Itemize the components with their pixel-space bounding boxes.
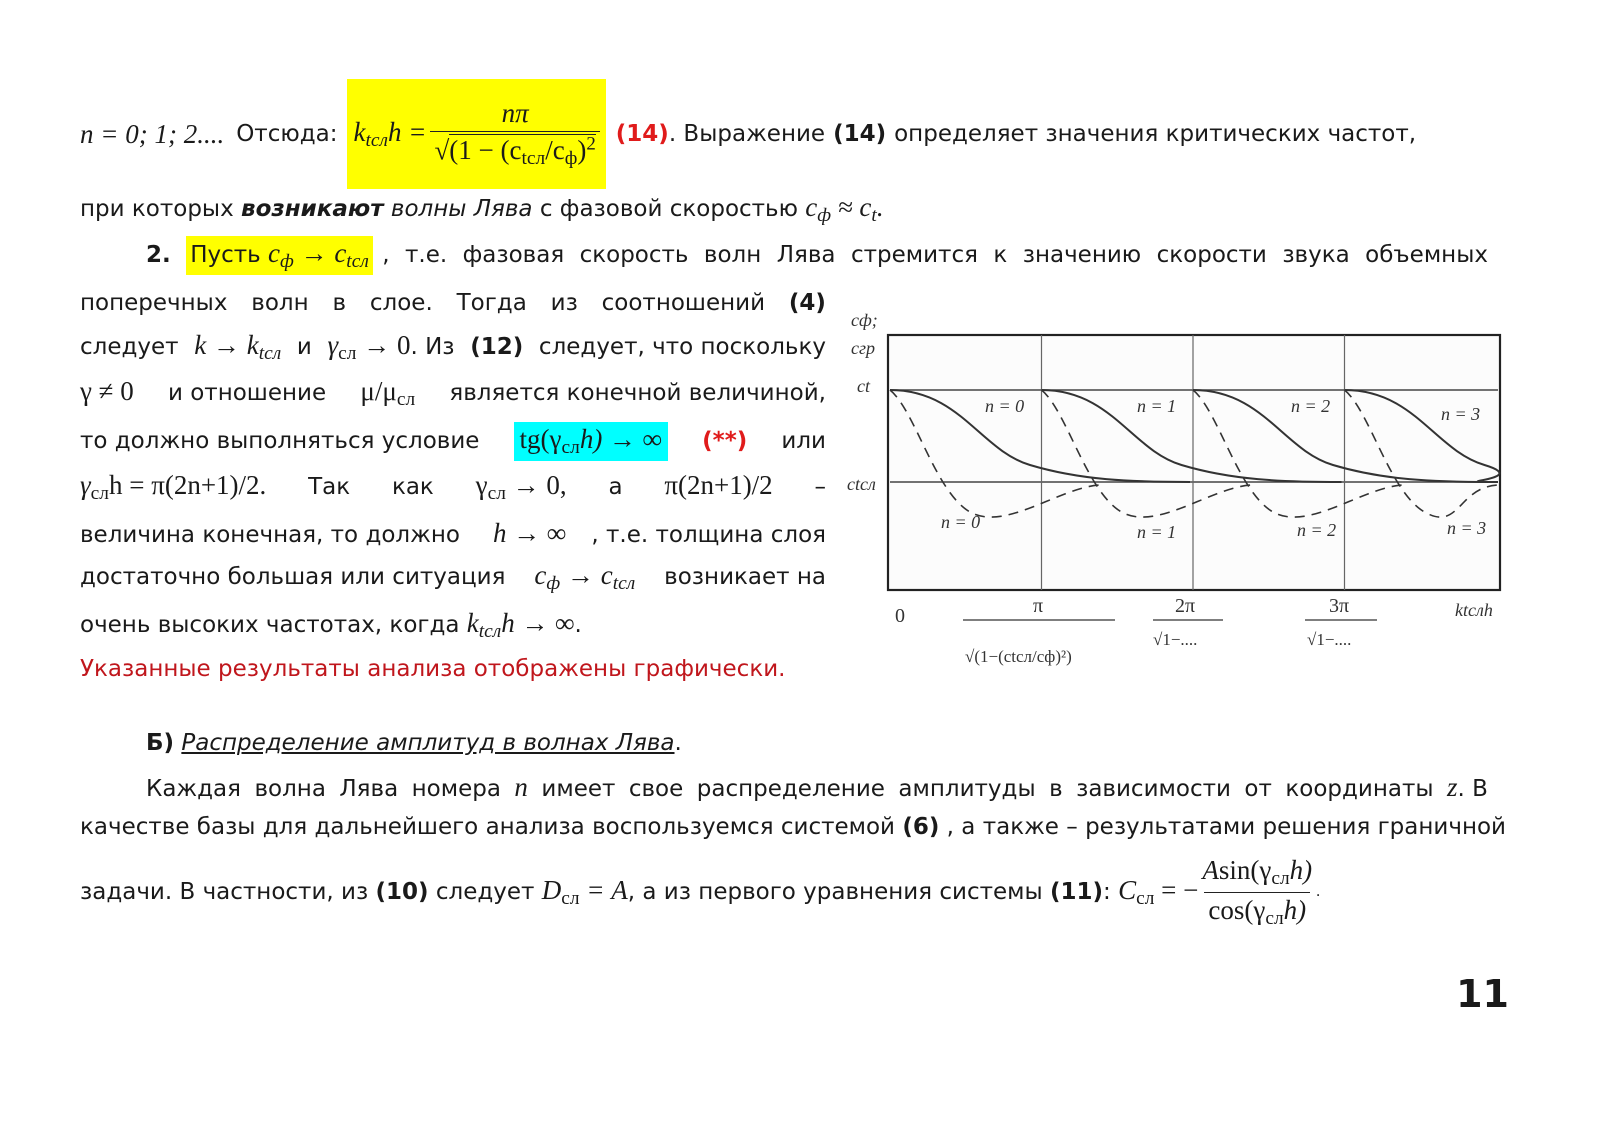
left-line-1: поперечных волн в слое. Тогда из соотношений (4) <box>80 290 826 316</box>
group-label-n3: n = 3 <box>1447 518 1487 538</box>
phase-label-n3: n = 3 <box>1441 404 1481 424</box>
xtick-3-num: 3π <box>1329 595 1350 617</box>
page-number: 11 <box>1456 972 1509 1016</box>
xlabel: ktслh <box>1455 600 1493 620</box>
formula-14: $k_{tсл}h$ = $\frac{n\pi}{√(1 - (c_{tсл}/c_ф)^2}$ <box>347 79 605 189</box>
ytick-ctsl: ctсл <box>847 474 876 494</box>
group-label-n0: n = 0 <box>941 512 981 532</box>
line-critical-freq: n = 0; 1; 2.... Отсюда: $k_{tсл}h$ = $\frac{n\pi}{√(1 - (c_{tсл}/c_ф)^2}$ (14) . Выражение (14) определяет значения критических частот, <box>80 78 1488 190</box>
condition-tg: $tg(\gamma_{сл}h)$ → ∞ <box>514 422 669 461</box>
xtick-2-num: 2π <box>1175 595 1196 617</box>
ref-14: (14) <box>833 121 887 147</box>
dispersion-chart <box>845 300 1515 690</box>
plot-frame <box>888 335 1500 590</box>
ylabel-cgr: cгр <box>851 338 876 358</box>
left-line-2: следует $k \to k_{tсл}$ и $\gamma_{сл} \to 0$. Из (12) следует, что поскольку <box>80 330 826 364</box>
ylabel-cph: cф; <box>851 310 878 330</box>
section-b-line-1: Каждая волна Лява номера n имеет свое распределение амплитуды в зависимости от координаты z. В <box>146 772 1488 802</box>
phase-label-n2: n = 2 <box>1291 396 1331 416</box>
chart-svg <box>845 300 1515 690</box>
eq-ref-14: (14) <box>615 121 669 147</box>
group-label-n1: n = 1 <box>1137 522 1177 542</box>
xtick-2-den: √1−.... <box>1153 630 1198 649</box>
xtick-1-num: π <box>1033 595 1044 617</box>
section-b-line-3: задачи. В частности, из (10) следует $D_{сл} = A$ , а из первого уравнения системы (11) : $C_{сл}$ = − $\frac{Asin(\gamma_{сл}h)}{\cos(\gamma_{сл}h)}$ . <box>80 854 1321 929</box>
left-line-4: то должно выполняться условие $tg(\gamma_{сл}h)$ → ∞ (**) или <box>80 422 826 461</box>
section-b-line-2: качестве базы для дальнейшего анализа воспользуемся системой (6) , а также – результатами решения граничной <box>80 814 1507 840</box>
group-label-n2: n = 2 <box>1297 520 1337 540</box>
phase-label-n0: n = 0 <box>985 396 1025 416</box>
left-line-8: очень высоких частотах, когда $k_{tсл}h$ → ∞. <box>80 608 582 642</box>
n-values: n = 0; 1; 2.... <box>80 118 225 149</box>
xtick-1-den: √(1−(ctсл/cф)²) <box>965 647 1072 666</box>
ytick-ct: ct <box>857 376 870 396</box>
otsyuda: Отсюда: <box>236 121 338 147</box>
left-line-7: достаточно большая или ситуация $c_ф \to c_{tсл}$ возникает на <box>80 560 826 594</box>
line-case-2: 2. Пусть $c_ф \to c_{tсл}$ , т.е. фазовая скорость волн Лява стремится к значению скорости звука объемных <box>146 236 1488 275</box>
xtick-3-den: √1−.... <box>1307 630 1352 649</box>
xtick-origin: 0 <box>895 605 905 627</box>
line-phase-speed: при которых возникают волны Лява с фазовой скоростью $c_ф \approx c_t$. <box>80 192 884 226</box>
phase-label-n1: n = 1 <box>1137 396 1177 416</box>
section-b-heading: Б) Распределение амплитуд в волнах Лява. <box>146 730 682 756</box>
left-line-5: $\gamma_{сл}h = \pi(2n+1)/2$. Так как $\gamma_{сл} \to 0$, а π(2n+1)/2 – <box>80 470 826 504</box>
conclusion-text: Указанные результаты анализа отображены графически. <box>80 656 786 682</box>
left-line-3: γ ≠ 0 и отношение $\mu/\mu_{сл}$ является конечной величиной, <box>80 376 826 410</box>
left-line-6: величина конечная, то должно h → ∞ , т.е. толщина слоя <box>80 518 826 548</box>
